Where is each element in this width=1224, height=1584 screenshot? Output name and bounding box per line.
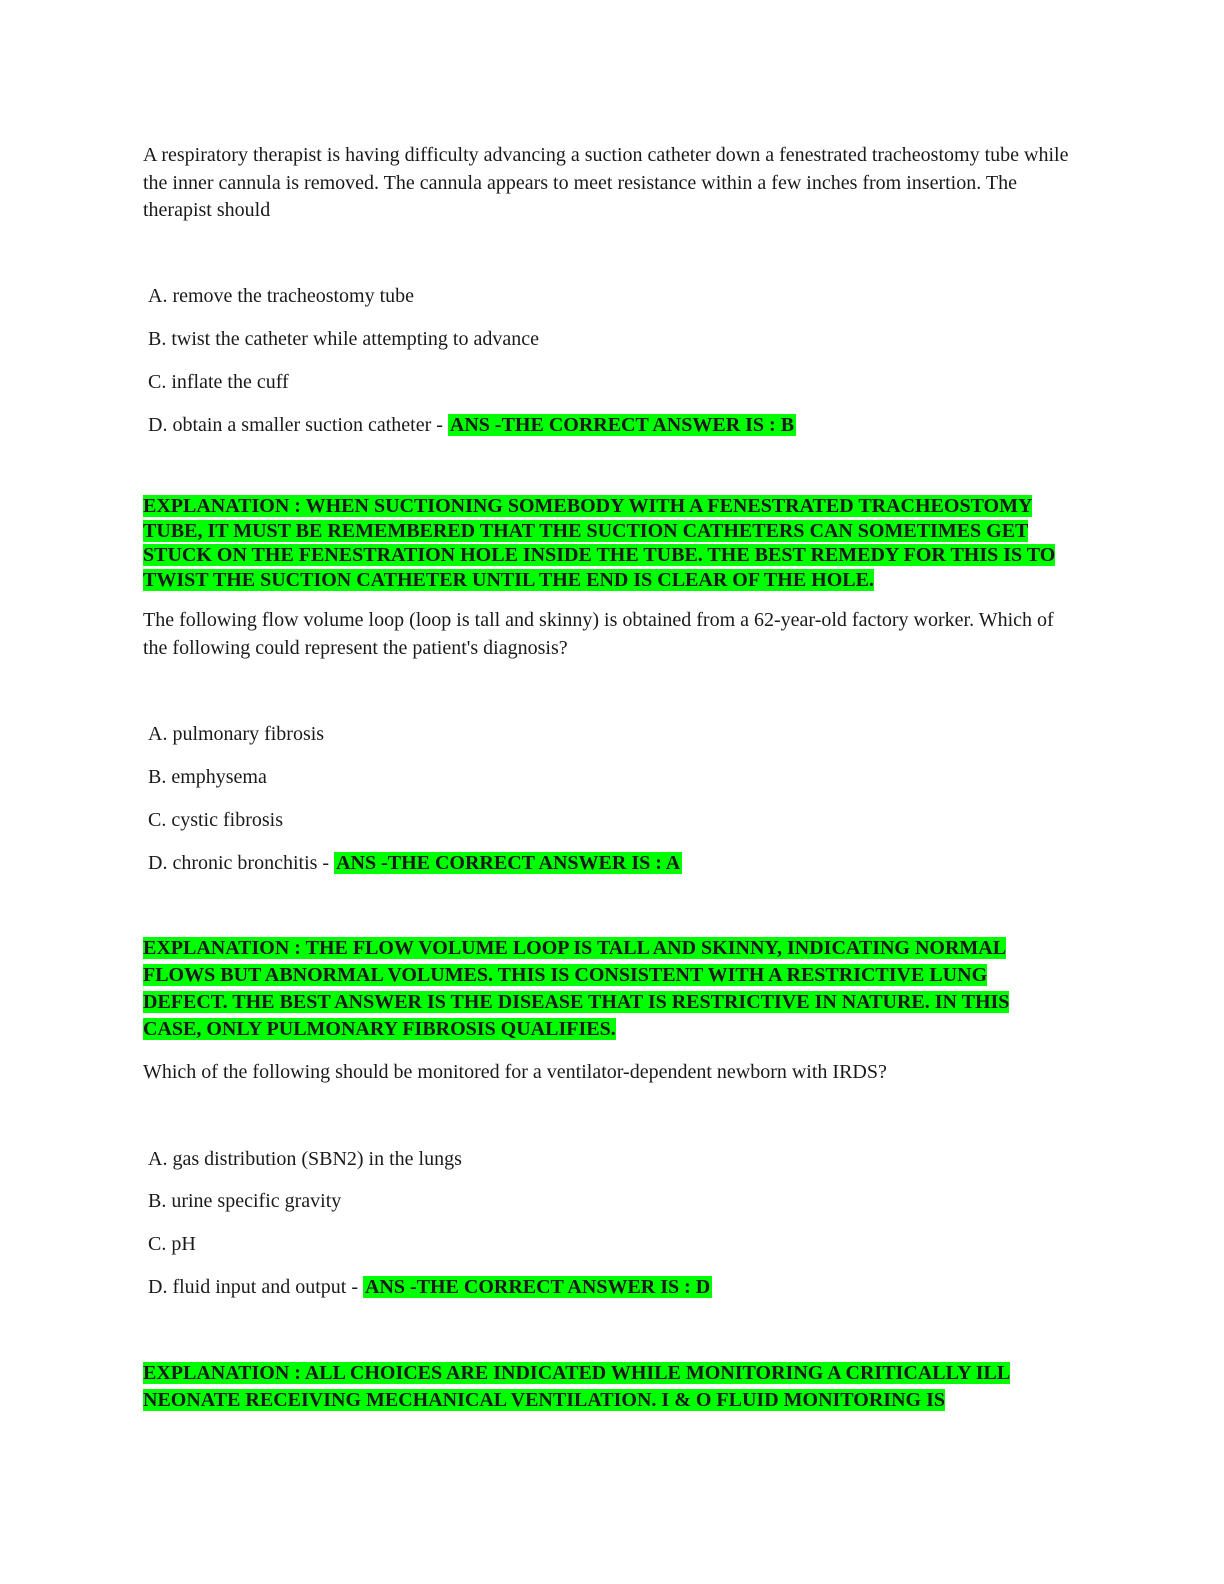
question-1-option-c: C. inflate the cuff bbox=[148, 371, 289, 393]
question-2-option-b: B. emphysema bbox=[148, 766, 267, 788]
question-2-explanation-block bbox=[143, 935, 1043, 1043]
question-3-stem: Which of the following should be monitored for a ventilator-dependent newborn with IRDS? bbox=[143, 1061, 887, 1083]
question-3-explanation-block bbox=[143, 1360, 1073, 1414]
question-2-answer: ANS -THE CORRECT ANSWER IS : A bbox=[336, 852, 681, 874]
question-2-explanation: EXPLANATION : THE FLOW VOLUME LOOP IS TALL AND SKINNY, INDICATING NORMAL FLOWS BUT ABNORMAL VOLUMES. THIS IS CONSISTENT WITH A RESTRICTIVE LUNG DEFECT. THE BEST ANSWER IS THE DISEASE THAT IS RESTRICTIVE IN NATURE. IN THIS CASE, ONLY PULMONARY FIBROSIS QUALIFIES. bbox=[143, 937, 1010, 1040]
question-1-answer: ANS -THE CORRECT ANSWER IS : B bbox=[449, 414, 795, 436]
question-2-option-d-row bbox=[148, 850, 682, 876]
question-1-explanation: EXPLANATION : WHEN SUCTIONING SOMEBODY WITH A FENESTRATED TRACHEOSTOMY TUBE, IT MUST BE REMEMBERED THAT THE SUCTION CATHETERS CAN SOMETIMES GET STUCK ON THE FENESTRATION HOLE INSIDE THE TUBE. THE BEST REMEDY FOR THIS IS TO TWIST THE SUCTION CATHETER UNTIL THE END IS CLEAR OF THE HOLE. bbox=[143, 495, 1056, 591]
question-1-explanation-block bbox=[143, 494, 1058, 592]
question-3-option-d: D. fluid input and output - bbox=[148, 1276, 363, 1298]
question-1-option-b: B. twist the catheter while attempting to advance bbox=[148, 328, 539, 350]
question-2-option-a: A. pulmonary fibrosis bbox=[148, 723, 325, 745]
question-3-option-d-row bbox=[148, 1274, 712, 1300]
question-1-option-d-row bbox=[148, 412, 796, 438]
question-3-answer: ANS -THE CORRECT ANSWER IS : D bbox=[364, 1276, 711, 1298]
question-3-option-c: C. pH bbox=[148, 1233, 196, 1255]
question-3-explanation: EXPLANATION : ALL CHOICES ARE INDICATED WHILE MONITORING A CRITICALLY ILL NEONATE RECEIVING MECHANICAL VENTILATION. I & O FLUID MONITORING IS bbox=[143, 1362, 1011, 1411]
question-2-option-d: D. chronic bronchitis - bbox=[148, 852, 335, 874]
question-1-option-d: D. obtain a smaller suction catheter - bbox=[148, 414, 448, 436]
question-3-option-a: A. gas distribution (SBN2) in the lungs bbox=[148, 1148, 462, 1170]
question-2-stem: The following flow volume loop (loop is tall and skinny) is obtained from a 62-year-old factory worker. Which of the following could represent the patient's diagnosis? bbox=[143, 609, 1054, 659]
question-1-option-a: A. remove the tracheostomy tube bbox=[148, 285, 415, 307]
question-1-stem: A respiratory therapist is having difficulty advancing a suction catheter down a fenestrated tracheostomy tube while the inner cannula is removed. The cannula appears to meet resistance within a few inches from insertion. The therapist should bbox=[143, 144, 1069, 221]
question-3-option-b: B. urine specific gravity bbox=[148, 1190, 342, 1212]
question-2-option-c: C. cystic fibrosis bbox=[148, 809, 283, 831]
